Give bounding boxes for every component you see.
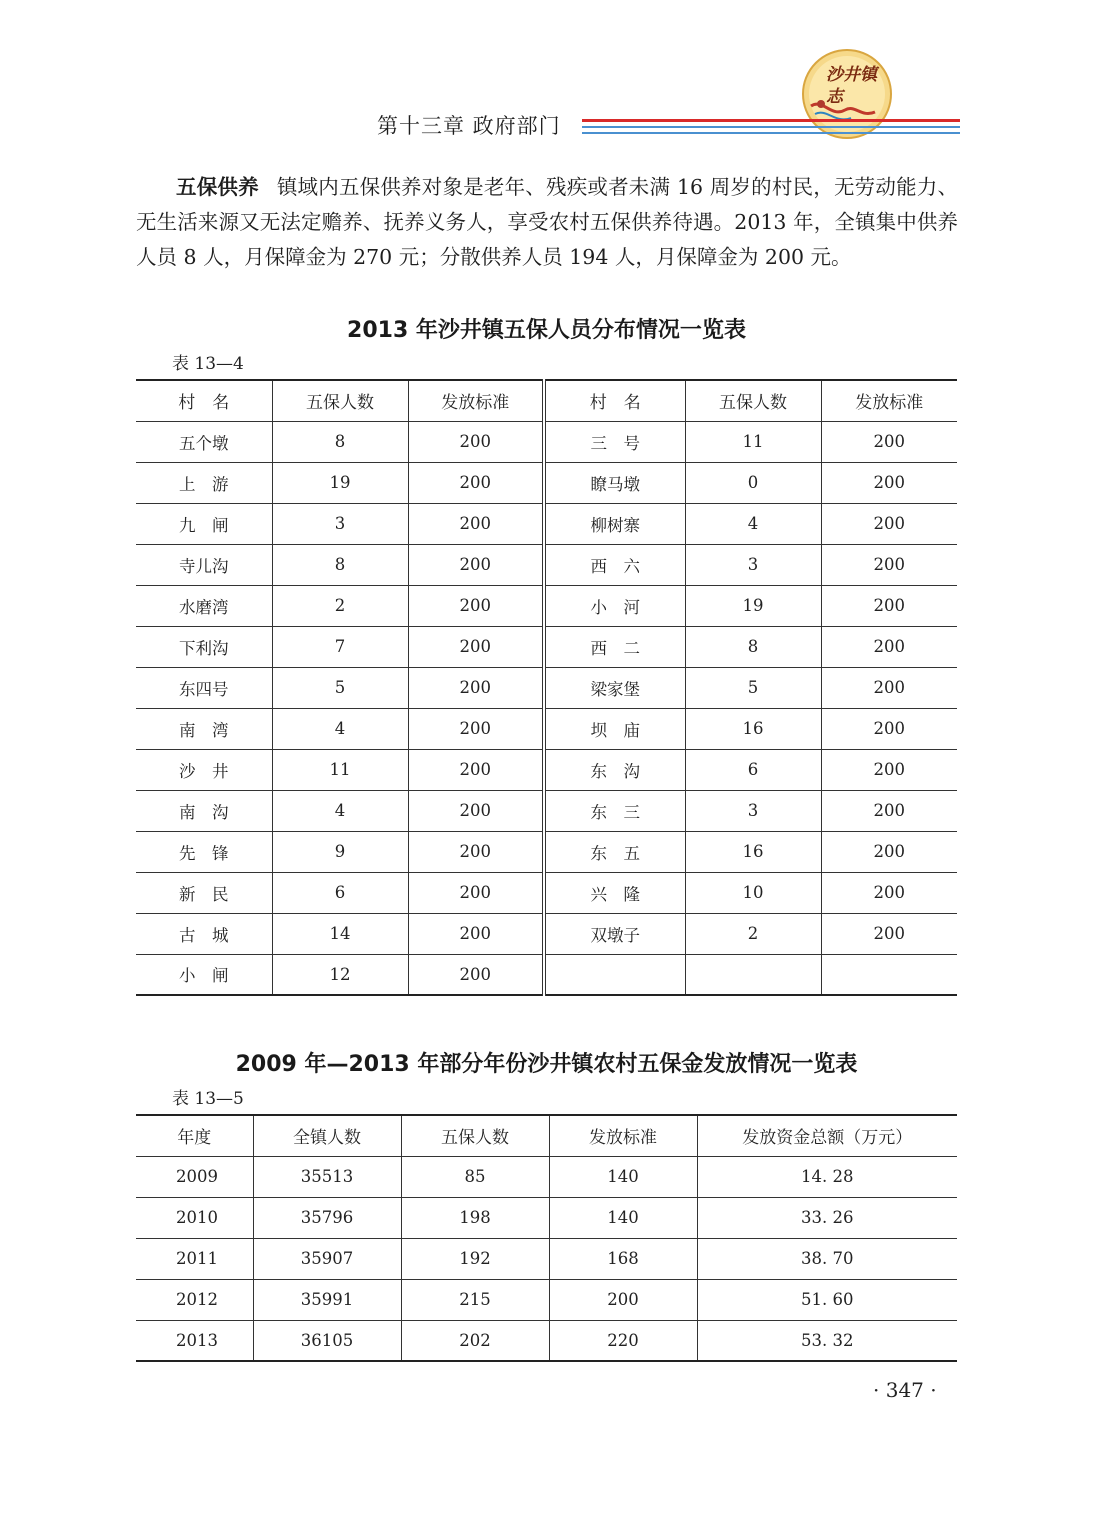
table1-cell: 双墩子 <box>544 913 685 954</box>
table2-row <box>136 1197 957 1238</box>
header-rule-blue-2 <box>582 132 960 134</box>
table2-cell: 85 <box>401 1156 549 1197</box>
table1-row <box>136 544 957 585</box>
table2-cell: 2010 <box>136 1197 253 1238</box>
table1-cell <box>821 954 957 995</box>
table1-cell: 4 <box>272 708 408 749</box>
table1-cell: 沙 井 <box>136 749 272 790</box>
table1-header-cell: 发放标准 <box>821 380 957 421</box>
table1-cell: 先 锋 <box>136 831 272 872</box>
table1-cell: 小 河 <box>544 585 685 626</box>
table1-cell: 200 <box>821 708 957 749</box>
table1-row <box>136 585 957 626</box>
table1-cell: 200 <box>408 462 544 503</box>
table1-cell: 8 <box>685 626 821 667</box>
table1-cell: 8 <box>272 421 408 462</box>
table1 <box>136 379 957 996</box>
table1-cell: 南 沟 <box>136 790 272 831</box>
table1-row <box>136 667 957 708</box>
table1-cell: 200 <box>821 421 957 462</box>
table2-row <box>136 1238 957 1279</box>
table2-cell: 33. 26 <box>697 1197 957 1238</box>
table2-cell: 200 <box>549 1279 697 1320</box>
table1-cell: 6 <box>685 749 821 790</box>
logo-text: 沙井镇志 <box>826 65 877 107</box>
chapter-title: 第十三章 政府部门 <box>377 114 561 138</box>
table1-cell <box>685 954 821 995</box>
table1-row <box>136 421 957 462</box>
paragraph-text: 镇域内五保供养对象是老年、残疾或者未满 16 周岁的村民，无劳动能力、无生活来源又无法定赡养、抚养义务人，享受农村五保供养待遇。2013 年，全镇集中供养人员 8 人，月保障金为 270 元；分散供养人员 194 人，月保障金为 200 元。 <box>136 175 958 269</box>
table1-cell: 小 闸 <box>136 954 272 995</box>
table1-cell: 西 二 <box>544 626 685 667</box>
table1-cell: 200 <box>821 626 957 667</box>
table1-cell: 6 <box>272 872 408 913</box>
table2-title: 2009 年—2013 年部分年份沙井镇农村五保金发放情况一览表 <box>235 1052 858 1077</box>
table2-header-cell: 发放标准 <box>549 1115 697 1156</box>
table1-cell: 12 <box>272 954 408 995</box>
table1-header-cell: 五保人数 <box>685 380 821 421</box>
table1-cell: 200 <box>821 749 957 790</box>
table2-header-cell: 全镇人数 <box>253 1115 401 1156</box>
table1-cell: 东 五 <box>544 831 685 872</box>
table2-cell: 168 <box>549 1238 697 1279</box>
table1-cell: 200 <box>408 872 544 913</box>
table1-cell: 200 <box>821 831 957 872</box>
table1-cell: 9 <box>272 831 408 872</box>
table1-cell: 3 <box>272 503 408 544</box>
table2-cell: 2009 <box>136 1156 253 1197</box>
table2-header-cell: 年度 <box>136 1115 253 1156</box>
table1-cell: 梁家堡 <box>544 667 685 708</box>
table1-cell: 3 <box>685 790 821 831</box>
table1-cell: 10 <box>685 872 821 913</box>
table1-row <box>136 626 957 667</box>
table1-cell: 8 <box>272 544 408 585</box>
table2-cell: 38. 70 <box>697 1238 957 1279</box>
table1-cell: 200 <box>408 626 544 667</box>
table1-cell: 200 <box>408 913 544 954</box>
page-number: · 347 · <box>873 1378 937 1402</box>
table2-header-cell: 五保人数 <box>401 1115 549 1156</box>
table2-cell: 35991 <box>253 1279 401 1320</box>
table1-cell: 200 <box>821 790 957 831</box>
body-paragraph <box>136 170 958 275</box>
table1-cell: 新 民 <box>136 872 272 913</box>
table1-cell: 水磨湾 <box>136 585 272 626</box>
table1-cell: 4 <box>685 503 821 544</box>
table2-cell: 2011 <box>136 1238 253 1279</box>
table2-cell: 202 <box>401 1320 549 1361</box>
header-rule-blue <box>582 126 960 128</box>
table1-row <box>136 872 957 913</box>
table1-cell: 五个墩 <box>136 421 272 462</box>
table2 <box>136 1114 957 1362</box>
table1-cell: 东 沟 <box>544 749 685 790</box>
table1-cell: 200 <box>821 462 957 503</box>
table1-row <box>136 708 957 749</box>
table1-cell: 200 <box>408 421 544 462</box>
table1-cell: 2 <box>685 913 821 954</box>
table1-cell: 200 <box>821 913 957 954</box>
table1-cell: 九 闸 <box>136 503 272 544</box>
table1-cell: 200 <box>408 667 544 708</box>
table1-row <box>136 790 957 831</box>
table1-title: 2013 年沙井镇五保人员分布情况一览表 <box>347 318 746 343</box>
table1-cell: 5 <box>685 667 821 708</box>
table2-row <box>136 1320 957 1361</box>
table1-header-cell: 五保人数 <box>272 380 408 421</box>
header-rule-red <box>582 119 960 122</box>
table1-cell: 200 <box>408 585 544 626</box>
page-header <box>0 0 1093 150</box>
table1-cell: 上 游 <box>136 462 272 503</box>
table1-header-cell: 村 名 <box>544 380 685 421</box>
table1-cell: 下利沟 <box>136 626 272 667</box>
table1-cell: 14 <box>272 913 408 954</box>
table1-row <box>136 503 957 544</box>
table1-cell: 200 <box>408 708 544 749</box>
table1-cell: 坝 庙 <box>544 708 685 749</box>
table1-cell: 古 城 <box>136 913 272 954</box>
table1-cell: 200 <box>821 872 957 913</box>
table1-cell: 200 <box>821 667 957 708</box>
table1-row <box>136 749 957 790</box>
table2-cell: 140 <box>549 1197 697 1238</box>
table2-header-row <box>136 1115 957 1156</box>
table1-cell: 16 <box>685 708 821 749</box>
table1-cell: 11 <box>272 749 408 790</box>
table1-header-cell: 发放标准 <box>408 380 544 421</box>
table1-cell <box>544 954 685 995</box>
table1-cell: 200 <box>408 954 544 995</box>
table1-cell: 16 <box>685 831 821 872</box>
table1-cell: 11 <box>685 421 821 462</box>
table1-cell: 西 六 <box>544 544 685 585</box>
table1-row <box>136 954 957 995</box>
table1-cell: 200 <box>821 503 957 544</box>
table1-cell: 200 <box>408 749 544 790</box>
table2-cell: 51. 60 <box>697 1279 957 1320</box>
table1-cell: 200 <box>408 544 544 585</box>
table1-cell: 7 <box>272 626 408 667</box>
table1-cell: 南 湾 <box>136 708 272 749</box>
table2-row <box>136 1156 957 1197</box>
table1-row <box>136 462 957 503</box>
table1-header-cell: 村 名 <box>136 380 272 421</box>
table1-cell: 东 三 <box>544 790 685 831</box>
table2-cell: 35907 <box>253 1238 401 1279</box>
table2-header-cell: 发放资金总额（万元） <box>697 1115 957 1156</box>
table1-cell: 200 <box>821 544 957 585</box>
table2-cell: 192 <box>401 1238 549 1279</box>
table1-cell: 5 <box>272 667 408 708</box>
table1-cell: 三 号 <box>544 421 685 462</box>
table1-cell: 4 <box>272 790 408 831</box>
table2-cell: 2013 <box>136 1320 253 1361</box>
table2-cell: 35513 <box>253 1156 401 1197</box>
table1-cell: 200 <box>408 831 544 872</box>
table1-cell: 兴 隆 <box>544 872 685 913</box>
table1-number: 表 13—4 <box>172 354 244 374</box>
table1-cell: 0 <box>685 462 821 503</box>
table2-cell: 14. 28 <box>697 1156 957 1197</box>
table2-cell: 53. 32 <box>697 1320 957 1361</box>
table2-cell: 215 <box>401 1279 549 1320</box>
table1-row <box>136 831 957 872</box>
table1-cell: 19 <box>272 462 408 503</box>
table2-cell: 2012 <box>136 1279 253 1320</box>
table2-cell: 140 <box>549 1156 697 1197</box>
table1-cell: 3 <box>685 544 821 585</box>
table1-cell: 200 <box>821 585 957 626</box>
table1-row <box>136 913 957 954</box>
table1-cell: 寺儿沟 <box>136 544 272 585</box>
table1-cell: 200 <box>408 503 544 544</box>
table1-cell: 瞭马墩 <box>544 462 685 503</box>
table1-cell: 2 <box>272 585 408 626</box>
table2-row <box>136 1279 957 1320</box>
table2-cell: 35796 <box>253 1197 401 1238</box>
table2-cell: 220 <box>549 1320 697 1361</box>
table1-cell: 柳树寨 <box>544 503 685 544</box>
table2-number: 表 13—5 <box>172 1089 244 1109</box>
table1-header-row <box>136 380 957 421</box>
table1-cell: 200 <box>408 790 544 831</box>
table2-cell: 198 <box>401 1197 549 1238</box>
table2-cell: 36105 <box>253 1320 401 1361</box>
table1-cell: 19 <box>685 585 821 626</box>
table1-cell: 东四号 <box>136 667 272 708</box>
paragraph-lead: 五保供养 <box>176 175 259 199</box>
